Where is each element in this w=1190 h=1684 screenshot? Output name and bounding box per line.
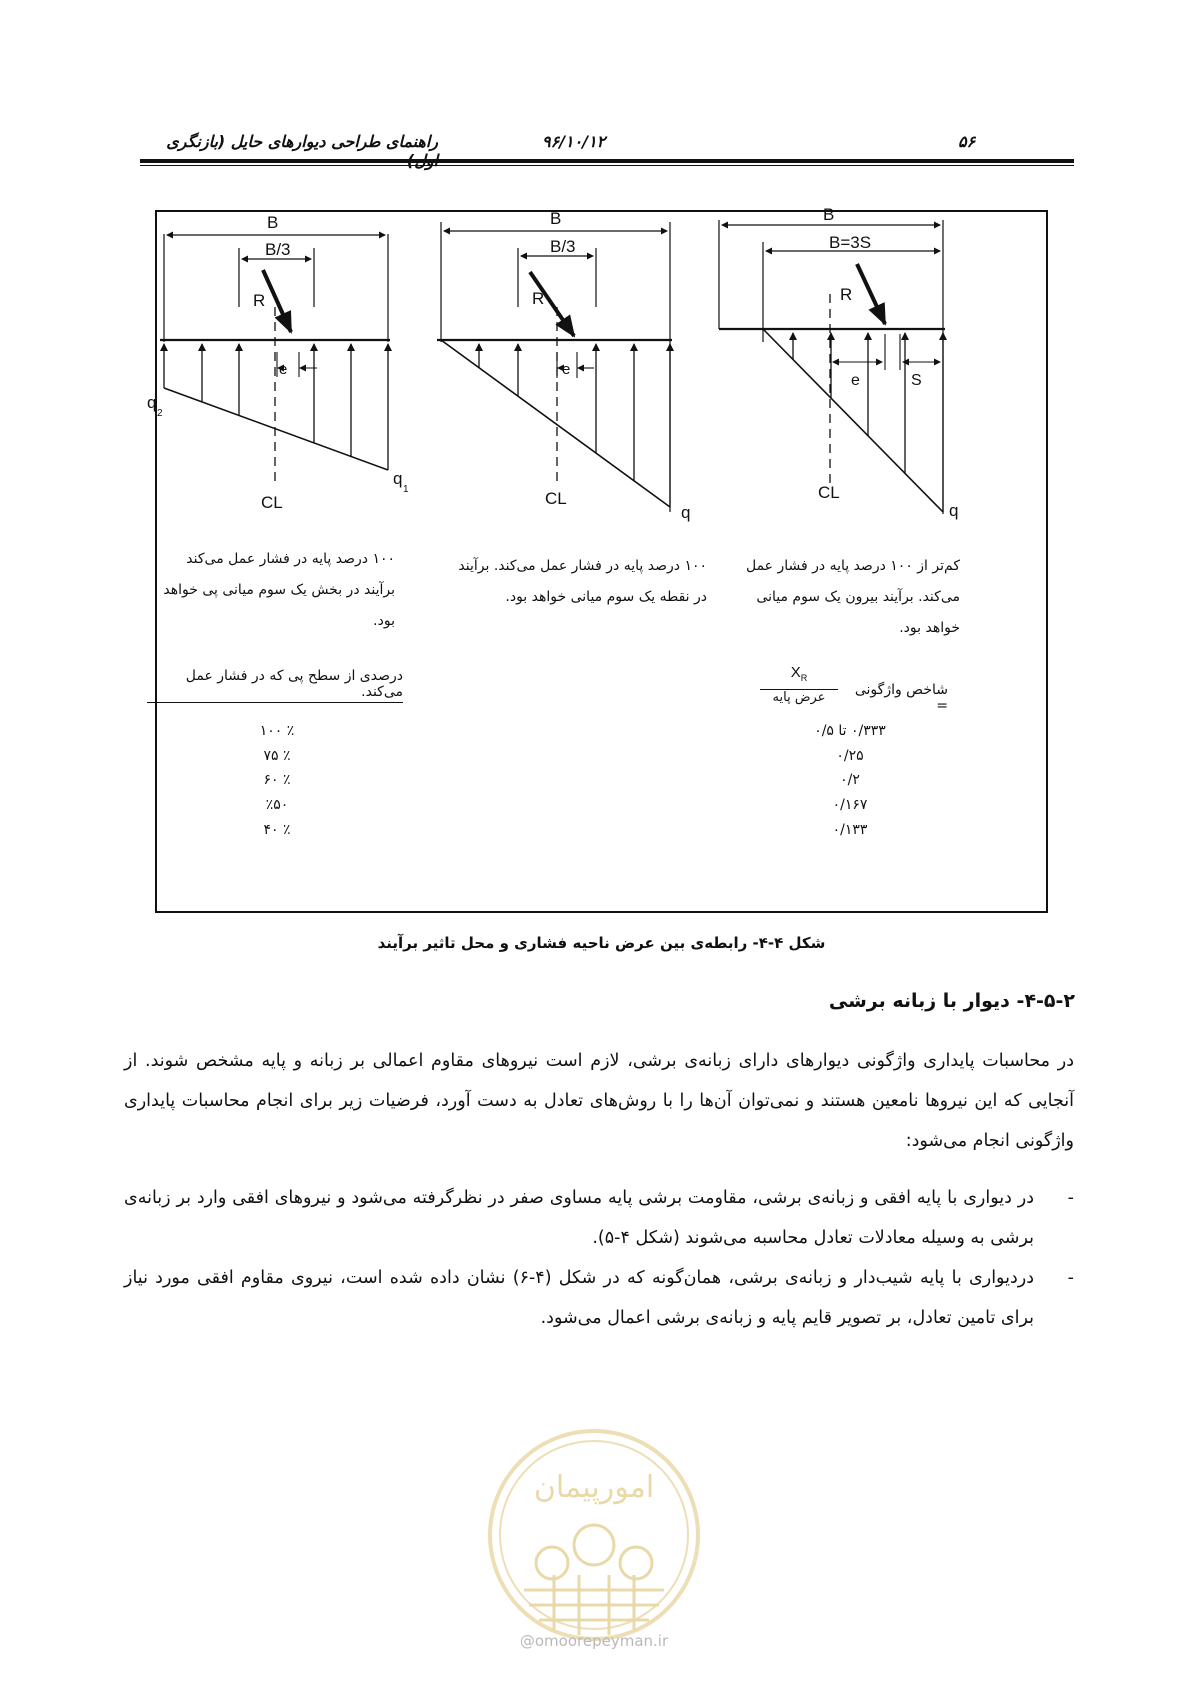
bullet-dash: - <box>1067 1268 1074 1288</box>
fraction-numerator: X <box>790 664 801 681</box>
label-q2-sub: 2 <box>157 408 163 419</box>
percent-value-4: ٪۵۰ <box>265 797 289 813</box>
label-q-mid: q <box>681 503 691 522</box>
caption-left: ۱۰۰ درصد پایه در فشار عمل می‌کند برآیند در بخش یک سوم میانی پی خواهد بود. <box>163 551 395 629</box>
fraction <box>760 664 838 705</box>
percent-value-2: ٪ ۷۵ <box>263 748 291 764</box>
label-e-right: e <box>851 372 860 389</box>
bullet-item-1 <box>124 1178 1074 1258</box>
label-R-left: R <box>253 291 266 310</box>
label-CL-right: CL <box>818 483 840 502</box>
label-CL-left: CL <box>261 493 283 512</box>
fraction-numerator-sub: R <box>800 673 808 683</box>
caption-right: کم‌تر از ۱۰۰ درصد پایه در فشار عمل می‌کند. برآیند بیرون یک سوم میانی خواهد بود. <box>745 558 960 636</box>
fraction-denominator: عرض پایه <box>760 689 838 705</box>
label-e-left: e <box>279 361 288 378</box>
label-q-right: q <box>949 501 959 520</box>
label-B3-mid: B/3 <box>550 237 576 256</box>
label-e-mid: e <box>562 361 571 378</box>
label-q1-sub: 1 <box>403 484 409 495</box>
index-value-4: ۰/۱۶۷ <box>832 797 868 813</box>
figure-caption: شکل ۴-۴- رابطه‌ی بین عرض ناحیه فشاری و محل تاثیر برآیند <box>377 934 826 952</box>
caption-middle: ۱۰۰ درصد پایه در فشار عمل می‌کند. برآیند در نقطه یک سوم میانی خواهد بود. <box>458 558 707 605</box>
bullet-text: در دیواری با پایه افقی و زبانه‌ی برشی، مقاومت برشی پایه مساوی صفر در نظرگرفته می‌شود و نیروهای افقی وارد بر زبانه‌ی برشی به وسیله معادلات تعادل محاسبه می‌شوند (شکل ۴-۵). <box>124 1188 1034 1248</box>
percent-value-1: ٪ ۱۰۰ <box>259 723 295 739</box>
bullet-item-2 <box>124 1258 1074 1338</box>
label-R-mid: R <box>532 289 545 308</box>
header-date: ۹۶/۱۰/۱۲ <box>542 132 606 151</box>
label-B3S: B=3S <box>829 233 872 252</box>
header-rule <box>140 159 1074 163</box>
diagram-middle <box>437 222 672 512</box>
page-number: ۵۶ <box>958 132 976 151</box>
percent-value-3: ٪ ۶۰ <box>263 772 291 788</box>
label-S-right: S <box>911 372 922 389</box>
label-B-right: B <box>823 205 835 224</box>
bullet-dash: - <box>1067 1188 1074 1208</box>
diagram-left <box>160 234 390 482</box>
label-B3-left: B/3 <box>265 240 291 259</box>
table-header-index: شاخص واژگونی = <box>854 682 948 714</box>
diagram-right <box>719 220 945 514</box>
section-title: ۴-۵-۲- دیوار با زبانه برشی <box>828 990 1075 1012</box>
label-CL-mid: CL <box>545 489 567 508</box>
watermark-site: @omoorepeyman.ir <box>519 1632 669 1650</box>
bullet-text: دردیواری با پایه شیب‌دار و زبانه‌ی برشی، همان‌گونه که در شکل (۴-۶) نشان داده شده است، نیروی مقاوم افقی مورد نیاز برای تامین تعادل، بر تصویر قایم پایه و زبانه‌ی برشی اعمال می‌شود. <box>124 1268 1035 1328</box>
label-R-right: R <box>840 285 853 304</box>
header-rule-thin <box>140 165 1074 166</box>
label-q1: q <box>393 469 403 488</box>
percent-value-5: ٪ ۴۰ <box>263 822 291 838</box>
label-B-mid: B <box>550 209 562 228</box>
index-value-5: ۰/۱۳۳ <box>832 822 868 838</box>
index-value-2: ۰/۲۵ <box>836 748 864 764</box>
label-B-left: B <box>267 213 279 232</box>
label-q2: q <box>147 393 157 412</box>
watermark-logo <box>484 1425 704 1645</box>
pressure-diagrams <box>147 205 1046 582</box>
header-title: راهنمای طراحی دیوارهای حایل (بازنگری <box>166 132 438 151</box>
index-value-1: ۰/۳۳۳ تا ۰/۵ <box>814 723 886 739</box>
watermark-logo-text: امورپیمان <box>533 1470 655 1505</box>
index-value-3: ۰/۲ <box>840 772 860 788</box>
table-header-percent: درصدی از سطح پی که در فشار عمل می‌کند. <box>147 668 403 703</box>
section-paragraph: در محاسبات پایداری واژگونی دیوارهای دارای زبانه‌ی برشی، لازم است نیروهای مقاوم اعمالی بر زبانه و پایه مشخص شوند. از آنجایی که این نیروها نامعین هستند و نمی‌توان آن‌ها را با روش‌های تعادل به دست آورد، فرضیات زیر برای انجام محاسبات پایداری واژگونی انجام می‌شود: <box>124 1051 1074 1151</box>
